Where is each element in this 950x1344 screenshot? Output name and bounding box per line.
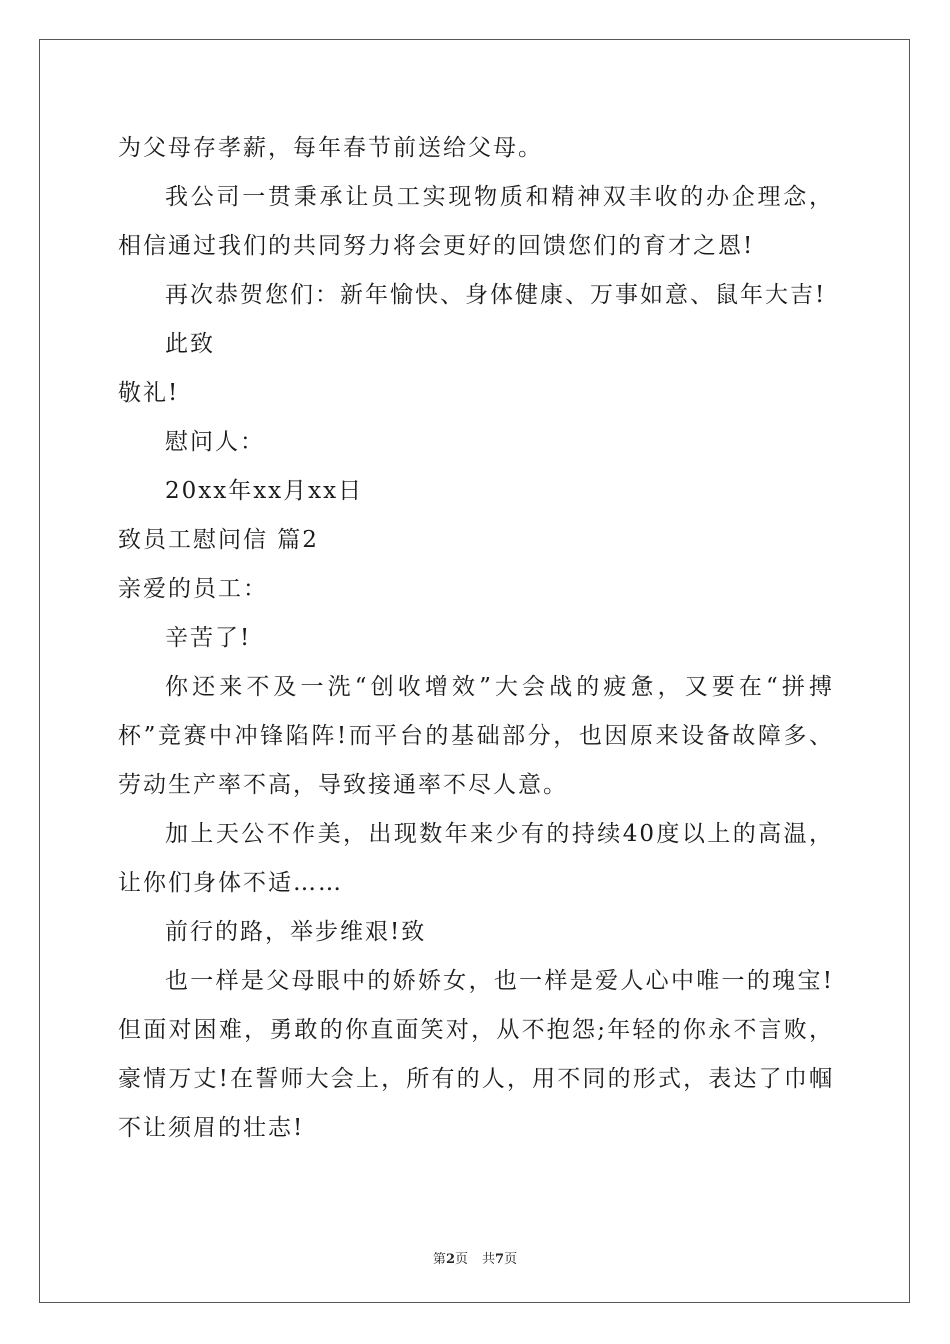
- document-body: [118, 124, 834, 1153]
- paragraph-5: 慰问人：: [165, 429, 265, 455]
- paragraph-6: 20xx年xx月xx日: [165, 478, 364, 504]
- page-total: 7: [495, 1252, 505, 1267]
- paragraph-3: 此致: [165, 331, 215, 357]
- paragraph-9: 辛苦了!: [165, 625, 252, 651]
- paragraph-13: 也一样是父母眼中的娇娇女，也一样是爱人心中唯一的瑰宝!但面对困难，勇敢的你直面笑对，从不抱怨;年轻的你永不言败，豪情万丈!在誓师大会上，所有的人，用不同的形式，表达了巾帼不让须眉的壮志!: [118, 968, 834, 1141]
- paragraph-12: 前行的路，举步维艰!致: [165, 919, 427, 945]
- page-current: 2: [445, 1252, 455, 1267]
- paragraph-1: 我公司一贯秉承让员工实现物质和精神双丰收的办企理念，相信通过我们的共同努力将会更好的回馈您们的育才之恩!: [118, 184, 834, 259]
- total-label-suffix: 页: [504, 1252, 518, 1267]
- paragraph-4: 敬礼!: [118, 380, 180, 406]
- section-heading: 致员工慰问信 篇2: [118, 527, 319, 553]
- page-label-prefix: 第: [432, 1252, 446, 1267]
- paragraph-10: 你还来不及一洗“创收增效”大会战的疲惫，又要在“拼搏杯”竞赛中冲锋陷阵!而平台的基础部分，也因原来设备故障多、劳动生产率不高，导致接通率不尽人意。: [118, 674, 834, 798]
- page-label-suffix: 页: [454, 1252, 468, 1267]
- paragraph-11: 加上天公不作美，出现数年来少有的持续40度以上的高温，让你们身体不适……: [118, 821, 834, 896]
- salutation: 亲爱的员工：: [118, 576, 268, 602]
- page-footer: [0, 1248, 950, 1267]
- paragraph-0: 为父母存孝薪，每年春节前送给父母。: [118, 135, 543, 161]
- paragraph-2: 再次恭贺您们：新年愉快、身体健康、万事如意、鼠年大吉!: [165, 282, 827, 308]
- total-label-prefix: 共: [482, 1252, 496, 1267]
